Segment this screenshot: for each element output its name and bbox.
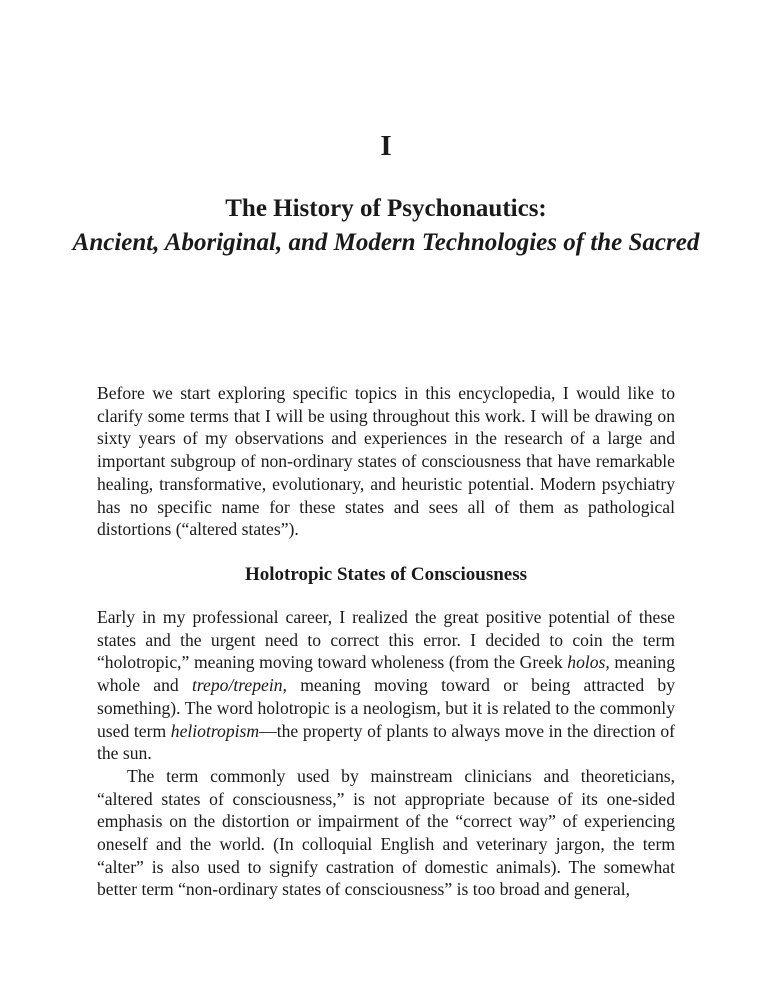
intro-paragraph-block: [97, 382, 675, 541]
section-body: [97, 606, 675, 901]
p1-text-1: Early in my professional career, I realized the great positive potential of these states and the urgent need to correct this error. I decided to coin the term “holotropic,” meaning moving toward wholeness (from the Greek: [97, 607, 675, 673]
p1-term-trepo: trepo/trepein,: [191, 675, 287, 696]
chapter-number: I: [380, 130, 392, 162]
section-heading: Holotropic States of Consciousness: [244, 564, 528, 585]
p1-term-holos: holos,: [567, 652, 610, 673]
p1-text-3: meaning moving toward or being attracted by something). The word holotropic is a neologism, but it is related to the commonly used term: [97, 675, 675, 741]
p1-term-heliotropism: heliotropism: [170, 720, 260, 741]
chapter-subtitle: Ancient, Aboriginal, and Modern Technologies of the Sacred: [72, 229, 700, 256]
intro-paragraph: Before we start exploring specific topics in this encyclopedia, I would like to clarify some terms that I will be using throughout this work. I will be drawing on sixty years of my observations and experiences in the research of a large and important subgroup of non-ordinary states of consciousness that have remarkable healing, transformative, evolutionary, and heuristic potential. Modern psychiatry has no specific name for these states and sees all of them as pathological distortions (“altered states”).: [97, 383, 675, 540]
section-paragraph-2: The term commonly used by mainstream clinicians and theoreticians, “altered states of consciousness,” is not appropriate because of its one-sided emphasis on the distortion or impairment of the “correct way” of experiencing oneself and the world. (In colloquial English and veterinary jargon, the term “alter” is also used to signify castration of domestic animals). The somewhat better term “non-ordinary states of consciousness” is too broad and general,: [97, 765, 675, 900]
chapter-title: The History of Psychonautics:: [225, 195, 547, 222]
section-paragraph-1: [97, 606, 675, 765]
p1-text-4: —the property of plants to always move in the direction of the sun.: [97, 720, 675, 764]
p1-text-2: meaning whole and: [97, 652, 676, 696]
